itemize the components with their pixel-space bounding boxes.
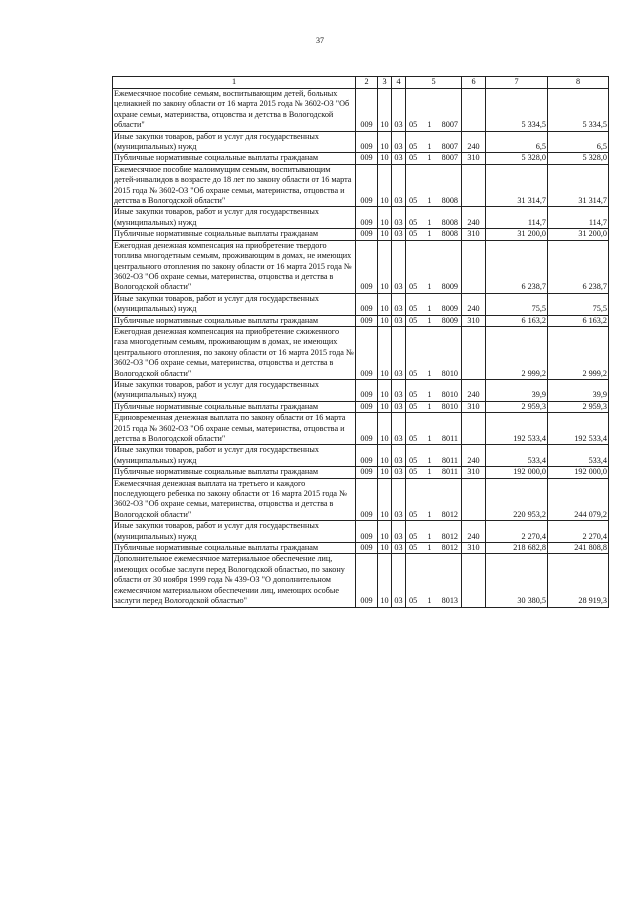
- header-cell: 8: [548, 77, 609, 89]
- target-article-part: 05: [409, 153, 418, 163]
- row-description: Публичные нормативные социальные выплаты гражданам: [113, 543, 356, 554]
- row-description: Публичные нормативные социальные выплаты гражданам: [113, 401, 356, 412]
- section-code: 10: [378, 164, 392, 207]
- amount-year-1: 114,7: [486, 207, 548, 229]
- amount-year-1: 218 682,8: [486, 543, 548, 554]
- target-article-part: 8009: [441, 304, 458, 314]
- page-number: 37: [316, 36, 324, 45]
- section-code: 10: [378, 467, 392, 478]
- amount-year-2: 5 334,5: [548, 89, 609, 132]
- amount-year-2: 2 959,3: [548, 401, 609, 412]
- header-cell: 3: [378, 77, 392, 89]
- target-article-part: 1: [427, 401, 432, 411]
- target-article-code: [406, 445, 462, 467]
- target-article-code: [406, 164, 462, 207]
- ministry-code: 009: [356, 401, 378, 412]
- subsection-code: 03: [392, 229, 406, 240]
- amount-year-2: 533,4: [548, 445, 609, 467]
- expense-type-code: 310: [462, 543, 486, 554]
- amount-year-1: 2 959,3: [486, 401, 548, 412]
- target-article-code: [406, 240, 462, 293]
- target-article-code: [406, 153, 462, 164]
- header-row: [113, 77, 609, 89]
- expense-type-code: 310: [462, 401, 486, 412]
- target-article-part: 1: [427, 467, 432, 477]
- target-article-part: 1: [427, 282, 432, 292]
- target-article-part: 1: [427, 229, 432, 239]
- target-article-code: [406, 467, 462, 478]
- table-row: [113, 315, 609, 326]
- row-description: Иные закупки товаров, работ и услуг для государственных (муниципальных) нужд: [113, 131, 356, 153]
- target-article-part: 1: [427, 531, 432, 541]
- target-article-part: 1: [427, 543, 432, 553]
- target-article-part: 8009: [441, 282, 458, 292]
- row-description: Дополнительное ежемесячное материальное обеспечение лиц, имеющих особые заслуги перед Вологодской областью, по закону области от 30 ноября 1999 года № 439-ОЗ "О дополнительном ежемесячном материальном обеспечении лиц, имеющих особые заслуги перед Вологодской областью": [113, 554, 356, 607]
- target-article-code: [406, 379, 462, 401]
- table-row: [113, 89, 609, 132]
- target-article-part: 05: [409, 543, 418, 553]
- ministry-code: 009: [356, 315, 378, 326]
- target-article-part: 05: [409, 229, 418, 239]
- target-article-part: 8008: [441, 217, 458, 227]
- ministry-code: 009: [356, 207, 378, 229]
- expense-type-code: [462, 89, 486, 132]
- target-article-part: 1: [427, 120, 432, 130]
- table-row: [113, 554, 609, 607]
- target-article-part: 1: [427, 509, 432, 519]
- section-code: 10: [378, 401, 392, 412]
- target-article-part: 1: [427, 596, 432, 606]
- subsection-code: 03: [392, 554, 406, 607]
- amount-year-2: 114,7: [548, 207, 609, 229]
- expense-type-code: [462, 413, 486, 445]
- ministry-code: 009: [356, 521, 378, 543]
- table-body: [113, 89, 609, 608]
- row-description: Иные закупки товаров, работ и услуг для государственных (муниципальных) нужд: [113, 521, 356, 543]
- target-article-part: 8007: [441, 142, 458, 152]
- amount-year-2: 31 200,0: [548, 229, 609, 240]
- section-code: 10: [378, 413, 392, 445]
- budget-table: [112, 76, 609, 608]
- target-article-part: 1: [427, 368, 432, 378]
- ministry-code: 009: [356, 543, 378, 554]
- target-article-part: 1: [427, 390, 432, 400]
- amount-year-2: 75,5: [548, 293, 609, 315]
- row-description: Ежемесячное пособие малоимущим семьям, воспитывающим детей-инвалидов в возрасте до 18 лет по закону области от 16 марта 2015 года № 3602-ОЗ "Об охране семьи, материнства, отцовства и детства в Вологодской области": [113, 164, 356, 207]
- row-description: Иные закупки товаров, работ и услуг для государственных (муниципальных) нужд: [113, 445, 356, 467]
- section-code: 10: [378, 207, 392, 229]
- target-article-part: 8007: [441, 153, 458, 163]
- ministry-code: 009: [356, 379, 378, 401]
- section-code: 10: [378, 478, 392, 521]
- amount-year-1: 2 999,2: [486, 326, 548, 379]
- expense-type-code: 240: [462, 293, 486, 315]
- ministry-code: 009: [356, 478, 378, 521]
- row-description: Публичные нормативные социальные выплаты гражданам: [113, 153, 356, 164]
- amount-year-1: 6 238,7: [486, 240, 548, 293]
- row-description: Публичные нормативные социальные выплаты гражданам: [113, 315, 356, 326]
- ministry-code: 009: [356, 326, 378, 379]
- section-code: 10: [378, 315, 392, 326]
- target-article-part: 05: [409, 304, 418, 314]
- section-code: 10: [378, 131, 392, 153]
- row-description: Ежемесячная денежная выплата на третьего и каждого последующего ребенка по закону области от 16 марта 2015 года № 3602-ОЗ "Об охране семьи, материнства, отцовства и детства в Вологодской области": [113, 478, 356, 521]
- expense-type-code: [462, 554, 486, 607]
- section-code: 10: [378, 240, 392, 293]
- target-article-part: 05: [409, 390, 418, 400]
- subsection-code: 03: [392, 379, 406, 401]
- amount-year-1: 192 533,4: [486, 413, 548, 445]
- amount-year-2: 31 314,7: [548, 164, 609, 207]
- amount-year-1: 220 953,2: [486, 478, 548, 521]
- target-article-part: 8010: [441, 401, 458, 411]
- amount-year-1: 31 314,7: [486, 164, 548, 207]
- target-article-part: 8007: [441, 120, 458, 130]
- table-row: [113, 543, 609, 554]
- subsection-code: 03: [392, 445, 406, 467]
- target-article-part: 8012: [441, 531, 458, 541]
- amount-year-1: 75,5: [486, 293, 548, 315]
- amount-year-1: 39,9: [486, 379, 548, 401]
- expense-type-code: 240: [462, 445, 486, 467]
- target-article-part: 8008: [441, 229, 458, 239]
- target-article-part: 8010: [441, 390, 458, 400]
- table-row: [113, 379, 609, 401]
- target-article-code: [406, 401, 462, 412]
- table-row: [113, 207, 609, 229]
- table-row: [113, 164, 609, 207]
- amount-year-2: 6 238,7: [548, 240, 609, 293]
- table-row: [113, 413, 609, 445]
- ministry-code: 009: [356, 153, 378, 164]
- target-article-code: [406, 131, 462, 153]
- target-article-part: 05: [409, 596, 418, 606]
- expense-type-code: 310: [462, 229, 486, 240]
- amount-year-1: 30 380,5: [486, 554, 548, 607]
- amount-year-2: 6,5: [548, 131, 609, 153]
- row-description: Ежемесячное пособие семьям, воспитывающим детей, больных целиакией по закону области от 16 марта 2015 года № 3602-ОЗ "Об охране семьи, материнства, отцовства и детства в Вологодской области": [113, 89, 356, 132]
- target-article-code: [406, 554, 462, 607]
- row-description: Единовременная денежная выплата по закону области от 16 марта 2015 года № 3602-ОЗ "Об охране семьи, материнства, отцовства и детства в Вологодской области": [113, 413, 356, 445]
- header-cell: 5: [406, 77, 462, 89]
- section-code: 10: [378, 229, 392, 240]
- subsection-code: 03: [392, 207, 406, 229]
- ministry-code: 009: [356, 89, 378, 132]
- target-article-code: [406, 413, 462, 445]
- section-code: 10: [378, 326, 392, 379]
- amount-year-1: 192 000,0: [486, 467, 548, 478]
- target-article-part: 05: [409, 455, 418, 465]
- amount-year-2: 6 163,2: [548, 315, 609, 326]
- subsection-code: 03: [392, 467, 406, 478]
- expense-type-code: [462, 240, 486, 293]
- target-article-part: 05: [409, 196, 418, 206]
- amount-year-2: 244 079,2: [548, 478, 609, 521]
- amount-year-2: 2 270,4: [548, 521, 609, 543]
- amount-year-1: 533,4: [486, 445, 548, 467]
- section-code: 10: [378, 153, 392, 164]
- subsection-code: 03: [392, 153, 406, 164]
- target-article-part: 8013: [441, 596, 458, 606]
- subsection-code: 03: [392, 164, 406, 207]
- table-row: [113, 326, 609, 379]
- amount-year-1: 6,5: [486, 131, 548, 153]
- ministry-code: 009: [356, 164, 378, 207]
- expense-type-code: 310: [462, 467, 486, 478]
- target-article-part: 8012: [441, 509, 458, 519]
- target-article-part: 1: [427, 217, 432, 227]
- expense-type-code: 240: [462, 131, 486, 153]
- target-article-part: 05: [409, 142, 418, 152]
- section-code: 10: [378, 89, 392, 132]
- target-article-part: 05: [409, 120, 418, 130]
- row-description: Публичные нормативные социальные выплаты гражданам: [113, 467, 356, 478]
- header-cell: 6: [462, 77, 486, 89]
- subsection-code: 03: [392, 543, 406, 554]
- ministry-code: 009: [356, 467, 378, 478]
- table-row: [113, 153, 609, 164]
- section-code: 10: [378, 445, 392, 467]
- target-article-code: [406, 293, 462, 315]
- target-article-part: 8008: [441, 196, 458, 206]
- target-article-part: 8012: [441, 543, 458, 553]
- amount-year-2: 192 000,0: [548, 467, 609, 478]
- subsection-code: 03: [392, 89, 406, 132]
- target-article-part: 05: [409, 282, 418, 292]
- target-article-code: [406, 229, 462, 240]
- section-code: 10: [378, 521, 392, 543]
- amount-year-1: 5 328,0: [486, 153, 548, 164]
- target-article-part: 8009: [441, 315, 458, 325]
- amount-year-2: 2 999,2: [548, 326, 609, 379]
- table-row: [113, 131, 609, 153]
- expense-type-code: [462, 326, 486, 379]
- expense-type-code: 240: [462, 379, 486, 401]
- target-article-code: [406, 478, 462, 521]
- expense-type-code: [462, 478, 486, 521]
- header-cell: 1: [113, 77, 356, 89]
- table-row: [113, 521, 609, 543]
- target-article-code: [406, 207, 462, 229]
- target-article-part: 05: [409, 509, 418, 519]
- amount-year-1: 6 163,2: [486, 315, 548, 326]
- ministry-code: 009: [356, 131, 378, 153]
- target-article-part: 05: [409, 531, 418, 541]
- ministry-code: 009: [356, 554, 378, 607]
- target-article-part: 8011: [441, 455, 458, 465]
- target-article-part: 1: [427, 455, 432, 465]
- target-article-code: [406, 89, 462, 132]
- target-article-part: 1: [427, 153, 432, 163]
- target-article-part: 8011: [441, 467, 458, 477]
- amount-year-1: 31 200,0: [486, 229, 548, 240]
- target-article-part: 05: [409, 315, 418, 325]
- table-row: [113, 240, 609, 293]
- target-article-part: 05: [409, 217, 418, 227]
- table-row: [113, 445, 609, 467]
- target-article-code: [406, 543, 462, 554]
- row-description: Ежегодная денежная компенсация на приобретение твердого топлива многодетным семьям, проживающим в домах, не имеющих центрального отопления по закону области от 16 марта 2015 года № 3602-ОЗ "Об охране семьи, материнства, отцовства и детства в Вологодской области": [113, 240, 356, 293]
- target-article-code: [406, 521, 462, 543]
- expense-type-code: 240: [462, 521, 486, 543]
- section-code: 10: [378, 379, 392, 401]
- ministry-code: 009: [356, 240, 378, 293]
- table-row: [113, 229, 609, 240]
- ministry-code: 009: [356, 413, 378, 445]
- table-row: [113, 467, 609, 478]
- amount-year-2: 39,9: [548, 379, 609, 401]
- target-article-part: 1: [427, 196, 432, 206]
- subsection-code: 03: [392, 240, 406, 293]
- row-description: Иные закупки товаров, работ и услуг для государственных (муниципальных) нужд: [113, 207, 356, 229]
- row-description: Публичные нормативные социальные выплаты гражданам: [113, 229, 356, 240]
- target-article-part: 8011: [441, 434, 458, 443]
- amount-year-1: 5 334,5: [486, 89, 548, 132]
- header-cell: 4: [392, 77, 406, 89]
- section-code: 10: [378, 293, 392, 315]
- subsection-code: 03: [392, 413, 406, 445]
- subsection-code: 03: [392, 293, 406, 315]
- amount-year-2: 28 919,3: [548, 554, 609, 607]
- table-row: [113, 293, 609, 315]
- subsection-code: 03: [392, 478, 406, 521]
- target-article-code: [406, 326, 462, 379]
- amount-year-2: 5 328,0: [548, 153, 609, 164]
- target-article-part: 05: [409, 401, 418, 411]
- subsection-code: 03: [392, 401, 406, 412]
- subsection-code: 03: [392, 326, 406, 379]
- amount-year-2: 241 808,8: [548, 543, 609, 554]
- amount-year-1: 2 270,4: [486, 521, 548, 543]
- target-article-code: [406, 315, 462, 326]
- subsection-code: 03: [392, 315, 406, 326]
- target-article-part: 1: [427, 315, 432, 325]
- target-article-part: 05: [409, 467, 418, 477]
- target-article-part: 05: [409, 368, 418, 378]
- section-code: 10: [378, 543, 392, 554]
- row-description: Ежегодная денежная компенсация на приобретение сжиженного газа многодетным семьям, проживающим в домах, не имеющих центрального отопления, по закону области от 16 марта 2015 года № 3602-ОЗ "Об охране семьи, материнства, отцовства и детства в Вологодской области": [114, 326, 354, 378]
- header-cell: 2: [356, 77, 378, 89]
- row-description: Иные закупки товаров, работ и услуг для государственных (муниципальных) нужд: [113, 293, 356, 315]
- target-article-part: 8010: [441, 368, 458, 378]
- expense-type-code: [462, 164, 486, 207]
- table-row: [113, 401, 609, 412]
- amount-year-2: 192 533,4: [548, 413, 609, 445]
- expense-type-code: 240: [462, 207, 486, 229]
- table-row: [113, 478, 609, 521]
- expense-type-code: 310: [462, 315, 486, 326]
- subsection-code: 03: [392, 131, 406, 153]
- subsection-code: 03: [392, 521, 406, 543]
- target-article-part: 1: [427, 142, 432, 152]
- target-article-part: 1: [427, 304, 432, 314]
- header-cell: 7: [486, 77, 548, 89]
- ministry-code: 009: [356, 229, 378, 240]
- expense-type-code: 310: [462, 153, 486, 164]
- ministry-code: 009: [356, 293, 378, 315]
- target-article-part: 1: [427, 434, 432, 443]
- row-description: Иные закупки товаров, работ и услуг для государственных (муниципальных) нужд: [113, 379, 356, 401]
- ministry-code: 009: [356, 445, 378, 467]
- target-article-part: 05: [409, 434, 418, 443]
- section-code: 10: [378, 554, 392, 607]
